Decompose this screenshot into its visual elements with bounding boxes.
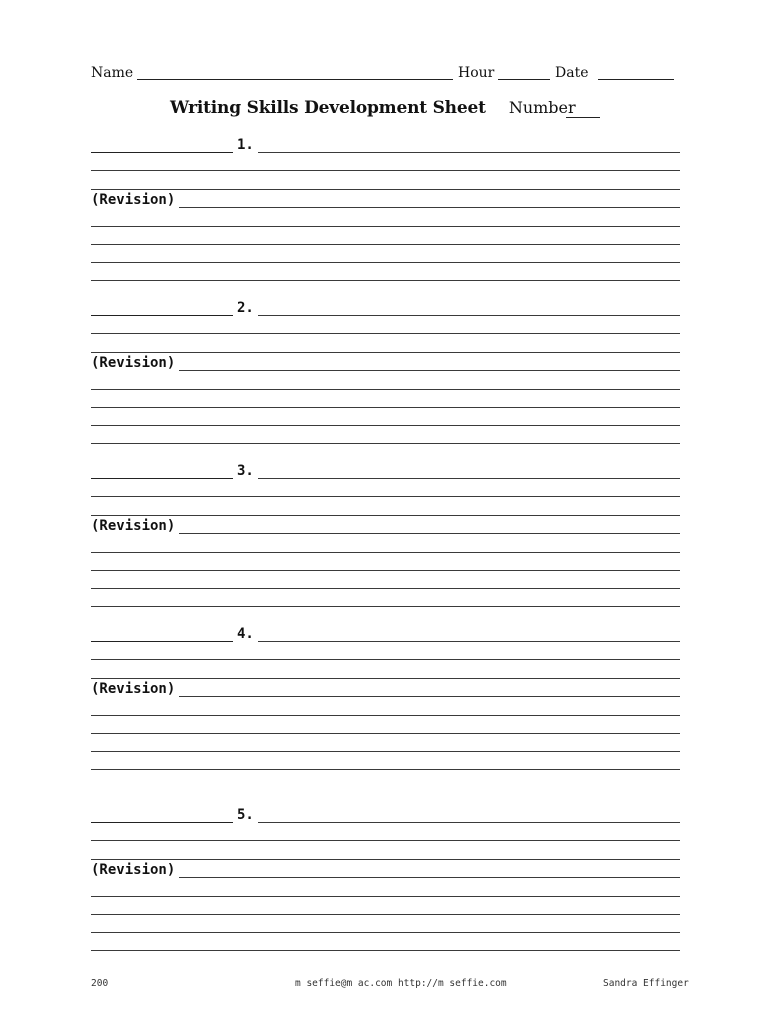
- writing-line[interactable]: [91, 407, 680, 408]
- number-field[interactable]: [566, 117, 600, 118]
- writing-line[interactable]: [91, 443, 680, 444]
- writing-line[interactable]: [91, 715, 680, 716]
- writing-line[interactable]: [91, 515, 680, 516]
- hour-label: Hour: [458, 65, 495, 81]
- writing-line[interactable]: [91, 914, 680, 915]
- writing-line[interactable]: [91, 226, 680, 227]
- writing-line[interactable]: [91, 552, 680, 553]
- writing-line[interactable]: [91, 496, 680, 497]
- writing-line[interactable]: [91, 733, 680, 734]
- section-number: 5.: [233, 807, 258, 824]
- writing-line[interactable]: [91, 588, 680, 589]
- writing-line[interactable]: [91, 244, 680, 245]
- writing-line[interactable]: [91, 606, 680, 607]
- writing-line[interactable]: [91, 877, 680, 878]
- hour-field[interactable]: [498, 79, 550, 80]
- number-label: Number: [508, 98, 576, 117]
- section-title-blank[interactable]: [91, 152, 233, 153]
- revision-label: (Revision): [91, 681, 179, 698]
- writing-line[interactable]: [91, 696, 680, 697]
- revision-label: (Revision): [91, 192, 179, 209]
- section-number: 4.: [233, 626, 258, 643]
- section-title-blank[interactable]: [91, 315, 233, 316]
- page-number: 200: [91, 978, 109, 989]
- contact-info: m seffie@m ac.com http://m seffie.com: [295, 978, 507, 989]
- writing-line[interactable]: [91, 189, 680, 190]
- revision-label: (Revision): [91, 518, 179, 535]
- section-number: 2.: [233, 300, 258, 317]
- writing-line[interactable]: [91, 840, 680, 841]
- section-title-blank[interactable]: [91, 641, 233, 642]
- writing-line[interactable]: [91, 352, 680, 353]
- writing-line[interactable]: [91, 207, 680, 208]
- writing-line[interactable]: [91, 570, 680, 571]
- revision-label: (Revision): [91, 355, 179, 372]
- section-title-blank[interactable]: [91, 822, 233, 823]
- writing-line[interactable]: [91, 170, 680, 171]
- writing-line[interactable]: [91, 950, 680, 951]
- section-number: 3.: [233, 463, 258, 480]
- writing-line[interactable]: [91, 280, 680, 281]
- writing-line[interactable]: [91, 769, 680, 770]
- name-label: Name: [91, 65, 134, 81]
- writing-line[interactable]: [91, 333, 680, 334]
- name-field[interactable]: [137, 79, 453, 80]
- writing-line[interactable]: [91, 678, 680, 679]
- revision-label: (Revision): [91, 862, 179, 879]
- writing-line[interactable]: [91, 932, 680, 933]
- author-name: Sandra Effinger: [603, 978, 689, 989]
- date-label: Date: [555, 65, 589, 81]
- writing-line[interactable]: [91, 370, 680, 371]
- writing-line[interactable]: [91, 533, 680, 534]
- writing-line[interactable]: [91, 859, 680, 860]
- writing-line[interactable]: [91, 896, 680, 897]
- section-title-blank[interactable]: [91, 478, 233, 479]
- title-row: [170, 98, 576, 118]
- section-number: 1.: [233, 137, 258, 154]
- writing-line[interactable]: [91, 659, 680, 660]
- writing-line[interactable]: [91, 425, 680, 426]
- writing-line[interactable]: [91, 389, 680, 390]
- writing-line[interactable]: [91, 751, 680, 752]
- date-field[interactable]: [598, 79, 674, 80]
- writing-line[interactable]: [91, 262, 680, 263]
- page-title: Writing Skills Development Sheet: [170, 98, 486, 118]
